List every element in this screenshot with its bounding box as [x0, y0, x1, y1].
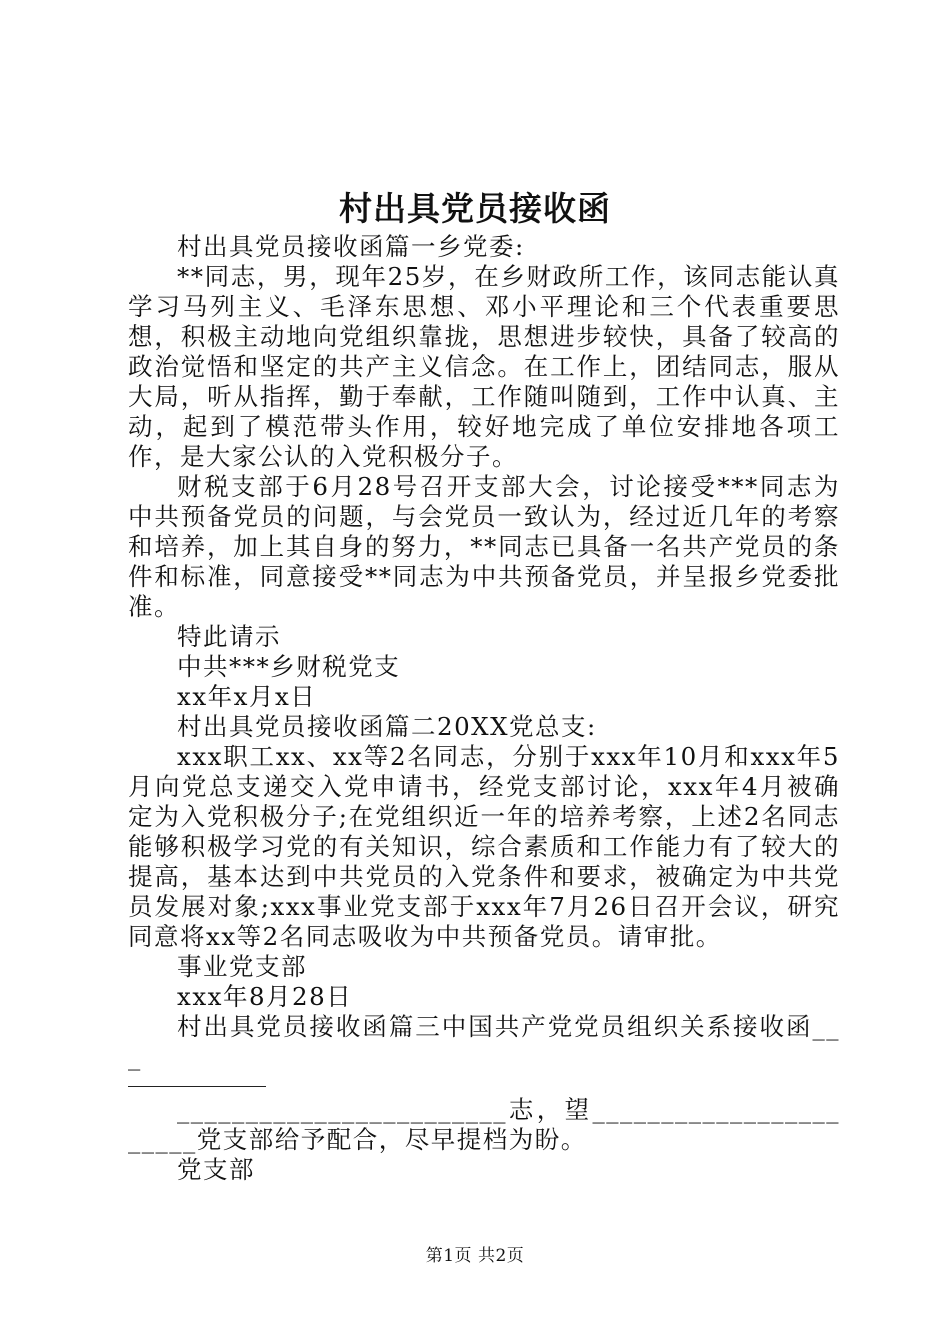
section-2-date: xxx年8月28日: [177, 982, 353, 1011]
section-3-signature: 党支部: [177, 1155, 255, 1184]
blank-underline: [128, 1086, 266, 1087]
section-1-paragraph-1: **同志，男，现年25岁，在乡财政所工作，该同志能认真学习马列主义、毛泽东思想、邓小平理论和三个代表重要思想，积极主动地向党组织靠拢，思想进步较快，具备了较高的政治觉悟和坚定的共产主义信念。在工作上，团结同志，服从大局，听从指挥，勤于奉献，工作随叫随到，工作中认真、主动，起到了模范带头作用，较好地完成了单位安排地各项工作，是大家公认的入党积极分子。: [128, 262, 840, 471]
page-footer: 第1页 共2页: [425, 1246, 525, 1266]
section-3-heading: 村出具党员接收函篇三中国共产党党员组织关系接收函___: [128, 1012, 840, 1071]
section-2-signature: 事业党支部: [177, 952, 307, 981]
section-3-paragraph: ________________________志，望_______________________党支部给予配合，尽早提档为盼。: [128, 1095, 840, 1154]
section-1-date: xx年x月x日: [177, 682, 317, 711]
section-2-paragraph: xxx职工xx、xx等2名同志，分别于xxx年10月和xxx年5月向党总支递交入党申请书，经党支部讨论，xxx年4月被确定为入党积极分子;在党组织近一年的培养考察，上述2名同志能够积极学习党的有关知识，综合素质和工作能力有了较大的提高，基本达到中共党员的入党条件和要求，被确定为中共党员发展对象;xxx事业党支部于xxx年7月26日召开会议，研究同意将xx等2名同志吸收为中共预备党员。请审批。: [128, 742, 840, 951]
section-1-signature: 中共***乡财税党支: [177, 652, 401, 681]
section-1-heading: 村出具党员接收函篇一乡党委:: [177, 232, 525, 261]
section-1-closing: 特此请示: [177, 622, 281, 651]
document-body: [128, 232, 840, 1185]
document-title: 村出具党员接收函: [339, 189, 611, 228]
section-1-paragraph-2: 财税支部于6月28号召开支部大会，讨论接受***同志为中共预备党员的问题，与会党员一致认为，经过近几年的考察和培养，加上其自身的努力，**同志已具备一名共产党员的条件和标准，同意接受**同志为中共预备党员，并呈报乡党委批准。: [128, 472, 840, 621]
section-2-heading: 村出具党员接收函篇二20XX党总支:: [177, 712, 597, 741]
